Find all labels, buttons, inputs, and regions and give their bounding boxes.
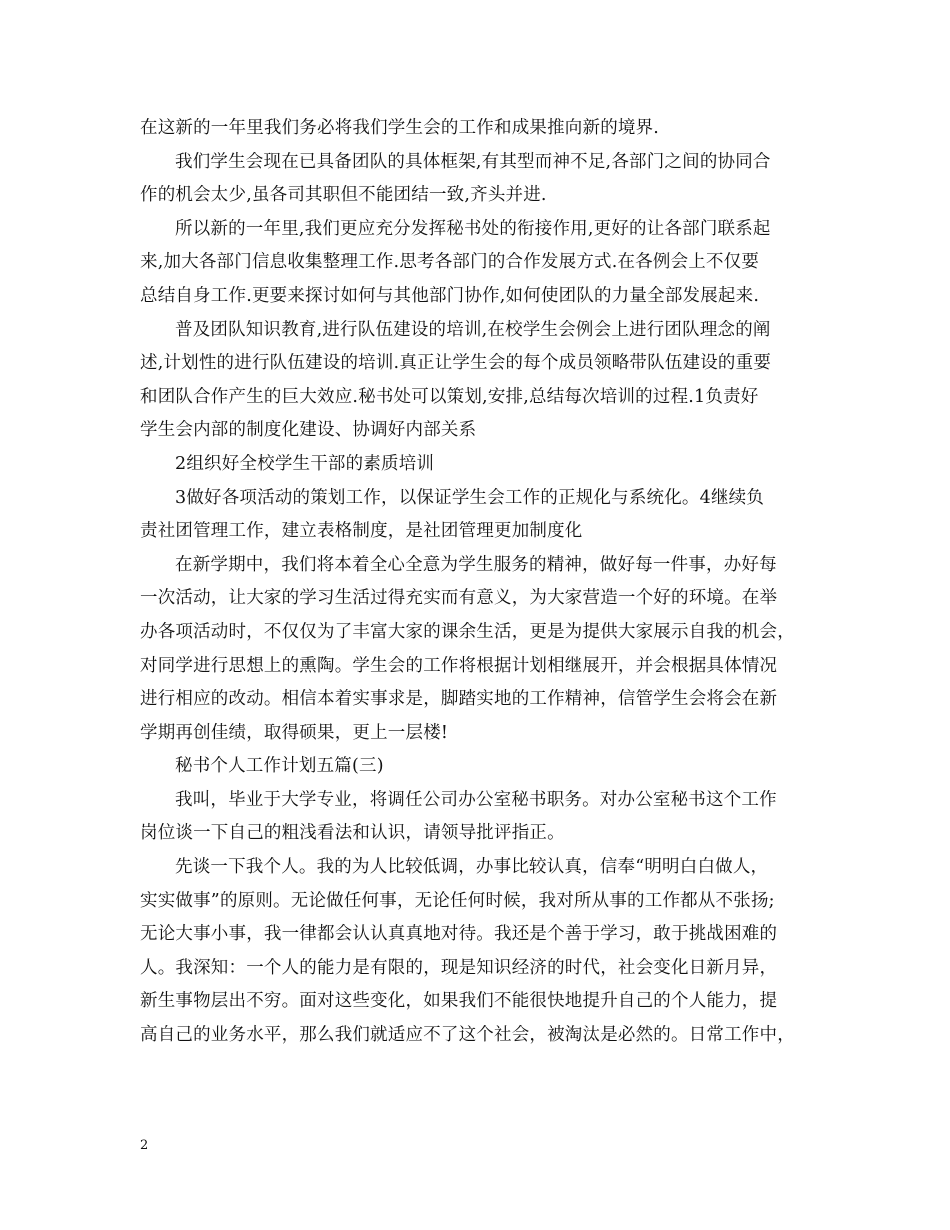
text-line: 对同学进行思想上的熏陶。学生会的工作将根据计划相继展开，并会根据具体情况 <box>140 655 778 676</box>
text-line: 责社团管理工作，建立表格制度，是社团管理更加制度化 <box>140 521 583 542</box>
document-body <box>140 112 825 1053</box>
text-line: 我叫，毕业于大学专业，将调任公司办公室秘书职务。对办公室秘书这个工作 <box>175 789 777 810</box>
text-line: 和团队合作产生的巨大效应.秘书处可以策划,安排,总结每次培训的过程.1负责好 <box>140 386 759 407</box>
text-line: 人。我深知：一个人的能力是有限的，现是知识经济的时代，社会变化日新月异， <box>140 957 778 978</box>
text-line: 我们学生会现在已具备团队的具体框架,有其型而神不足,各部门之间的协同合 <box>175 151 771 172</box>
text-line: 述,计划性的进行队伍建设的培训.真正让学生会的每个成员领略带队伍建设的重要 <box>140 353 772 374</box>
page-number: 2 <box>140 1138 149 1153</box>
text-line: 来,加大各部门信息收集整理工作.思考各部门的合作发展方式.在各例会上不仅要 <box>140 252 760 273</box>
text-line: 2组织好全校学生干部的素质培训 <box>175 453 435 474</box>
text-line: 无论大事小事，我一律都会认认真真地对待。我还是个善于学习，敢于挑战困难的 <box>140 924 778 945</box>
text-line: 学生会内部的制度化建设、协调好内部关系 <box>140 420 477 441</box>
text-line: 进行相应的改动。相信本着实事求是，脚踏实地的工作精神，信管学生会将会在新 <box>140 689 778 710</box>
text-line: 在新学期中，我们将本着全心全意为学生服务的精神，做好每一件事，办好每 <box>175 554 777 575</box>
text-line: 高自己的业务水平，那么我们就适应不了这个社会，被淘汰是必然的。日常工作中， <box>140 1025 795 1046</box>
text-line: 秘书个人工作计划五篇(三) <box>175 756 384 777</box>
text-line: 作的机会太少,虽各司其职但不能团结一致,齐头并进. <box>140 185 547 206</box>
text-line: 新生事物层出不穷。面对这些变化，如果我们不能很快地提升自己的个人能力，提 <box>140 991 778 1012</box>
text-line: 普及团队知识教育,进行队伍建设的培训,在校学生会例会上进行团队理念的阐 <box>175 319 771 340</box>
text-line: 先谈一下我个人。我的为人比较低调，办事比较认真，信奉“明明白白做人， <box>175 857 769 878</box>
text-line: 岗位谈一下自己的粗浅看法和认识，请领导批评指正。 <box>140 823 565 844</box>
text-line: 学期再创佳绩，取得硕果，更上一层楼! <box>140 722 449 743</box>
text-line: 办各项活动时，不仅仅为了丰富大家的课余生活，更是为提供大家展示自我的机会， <box>140 621 795 642</box>
text-line: 在这新的一年里我们务必将我们学生会的工作和成果推向新的境界. <box>140 118 660 138</box>
text-line: 总结自身工作.更要来探讨如何与其他部门协作,如何使团队的力量全部发展起来. <box>140 285 760 306</box>
text-line: 一次活动，让大家的学习生活过得充实而有意义，为大家营造一个好的环境。在举 <box>140 588 778 609</box>
text-line: 实实做事”的原则。无论做任何事，无论任何时候，我对所从事的工作都从不张扬; <box>140 890 775 911</box>
text-line: 所以新的一年里,我们更应充分发挥秘书处的衔接作用,更好的让各部门联系起 <box>175 218 771 239</box>
text-line: 3做好各项活动的策划工作，以保证学生会工作的正规化与系统化。4继续负 <box>175 487 765 508</box>
